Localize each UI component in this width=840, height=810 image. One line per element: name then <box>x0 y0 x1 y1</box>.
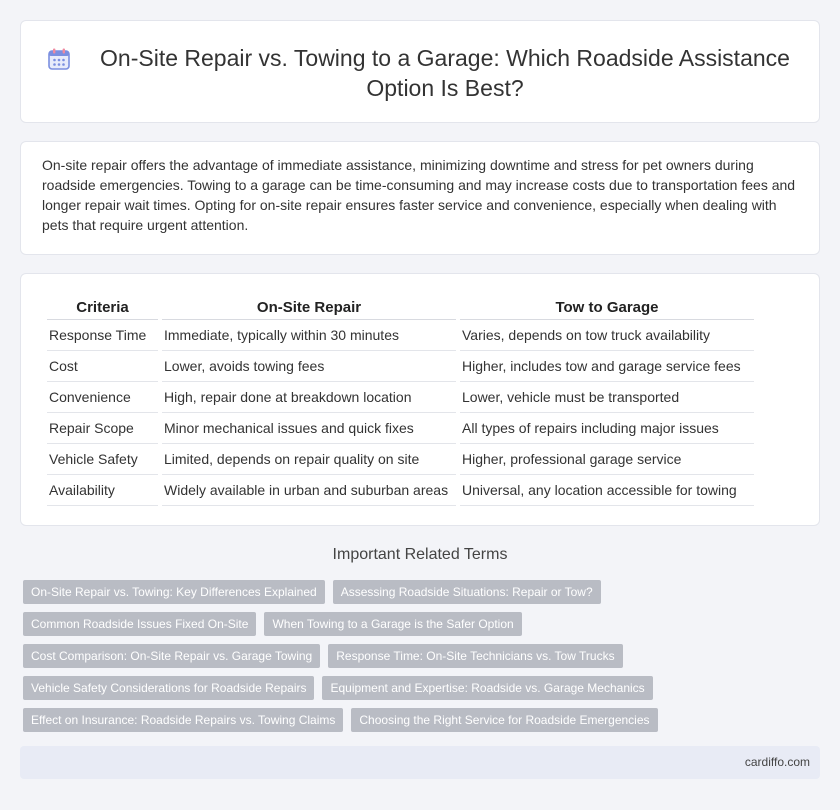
table-row <box>47 444 754 475</box>
summary-text: On-site repair offers the advantage of immediate assistance, minimizing downtime and stress for pet owners during roadside emergencies. Towing to a garage can be time-consuming and may increase costs due to transportation fees and longer repair wait times. Opting for on-site repair ensures faster service and convenience, especially when dealing with pets that require urgent attention. <box>42 157 796 233</box>
related-term-tag[interactable]: Response Time: On-Site Technicians vs. Tow Trucks <box>328 644 622 668</box>
related-term-tag[interactable]: Equipment and Expertise: Roadside vs. Garage Mechanics <box>322 676 652 700</box>
table-cell: Response Time <box>47 320 158 351</box>
footer <box>20 746 820 779</box>
table-cell: Varies, depends on tow truck availability <box>460 320 754 351</box>
table-row <box>47 382 754 413</box>
related-term-tag[interactable]: Common Roadside Issues Fixed On-Site <box>23 612 256 636</box>
title-card <box>20 20 820 123</box>
table-header-row <box>47 295 754 320</box>
related-term-tag[interactable]: Choosing the Right Service for Roadside Emergencies <box>351 708 657 732</box>
table-row <box>47 351 754 382</box>
column-header: Tow to Garage <box>460 295 754 320</box>
table-cell: Convenience <box>47 382 158 413</box>
table-cell: Lower, vehicle must be transported <box>460 382 754 413</box>
column-header: Criteria <box>47 295 158 320</box>
related-term-tag[interactable]: When Towing to a Garage is the Safer Option <box>264 612 521 636</box>
calendar-icon <box>47 47 71 71</box>
related-term-tag[interactable]: Assessing Roadside Situations: Repair or Tow? <box>333 580 601 604</box>
table-row <box>47 413 754 444</box>
column-header: On-Site Repair <box>162 295 456 320</box>
table-cell: Higher, professional garage service <box>460 444 754 475</box>
table-cell: Limited, depends on repair quality on site <box>162 444 456 475</box>
table-cell: Minor mechanical issues and quick fixes <box>162 413 456 444</box>
related-term-tag[interactable]: Effect on Insurance: Roadside Repairs vs. Towing Claims <box>23 708 343 732</box>
table-cell: Widely available in urban and suburban areas <box>162 475 456 506</box>
table-cell: Vehicle Safety <box>47 444 158 475</box>
table-cell: Cost <box>47 351 158 382</box>
summary-card <box>20 141 820 255</box>
table-row <box>47 475 754 506</box>
table-cell: Universal, any location accessible for towing <box>460 475 754 506</box>
table-cell: All types of repairs including major issues <box>460 413 754 444</box>
related-term-tag[interactable]: On-Site Repair vs. Towing: Key Differences Explained <box>23 580 325 604</box>
table-cell: Higher, includes tow and garage service fees <box>460 351 754 382</box>
table-cell: Repair Scope <box>47 413 158 444</box>
comparison-card <box>20 273 820 526</box>
page-title: On-Site Repair vs. Towing to a Garage: Which Roadside Assistance Option Is Best? <box>100 45 790 101</box>
table-cell: High, repair done at breakdown location <box>162 382 456 413</box>
related-terms-title: Important Related Terms <box>332 546 508 563</box>
related-terms-list <box>23 580 813 740</box>
footer-site-link[interactable]: cardiffo.com <box>744 755 810 769</box>
comparison-table <box>43 295 758 506</box>
related-term-tag[interactable]: Cost Comparison: On-Site Repair vs. Garage Towing <box>23 644 320 668</box>
table-cell: Lower, avoids towing fees <box>162 351 456 382</box>
table-cell: Availability <box>47 475 158 506</box>
related-term-tag[interactable]: Vehicle Safety Considerations for Roadside Repairs <box>23 676 314 700</box>
table-row <box>47 320 754 351</box>
table-cell: Immediate, typically within 30 minutes <box>162 320 456 351</box>
